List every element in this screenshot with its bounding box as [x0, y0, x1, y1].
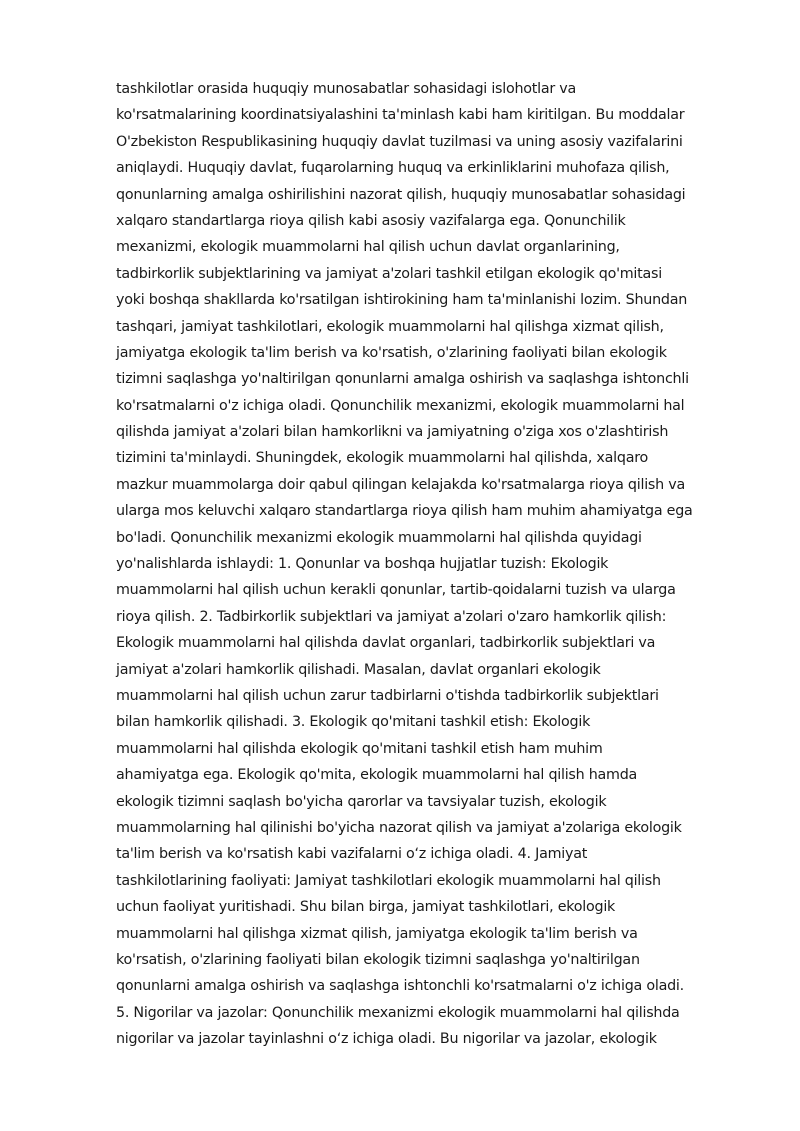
text-line: 5. Nigorilar va jazolar: Qonunchilik mexanizmi ekologik muammolarni hal qilishda: [116, 1004, 680, 1021]
text-line: tizimini ta'minlaydi. Shuningdek, ekologik muammolarni hal qilishda, xalqaro: [116, 450, 649, 467]
body-text: [116, 76, 746, 1052]
text-line: ularga mos keluvchi xalqaro standartlarga rioya qilish ham muhim ahamiyatga ega: [116, 503, 693, 520]
text-line: tashkilotlar orasida huquqiy munosabatlar sohasidagi islohotlar va: [116, 81, 577, 97]
text-line: aniqlaydi. Huquqiy davlat, fuqarolarning huquq va erkinliklarini muhofaza qilish,: [116, 160, 670, 177]
text-line: bilan hamkorlik qilishadi. 3. Ekologik qo'mitani tashkil etish: Ekologik: [116, 714, 591, 731]
text-line: qilishda jamiyat a'zolari bilan hamkorlikni va jamiyatning o'ziga xos o'zlashtirish: [116, 424, 669, 441]
text-line: qonunlarning amalga oshirilishini nazorat qilish, huquqiy munosabatlar sohasidagi: [116, 186, 686, 203]
text-line: Ekologik muammolarni hal qilishda davlat organlari, tadbirkorlik subjektlari va: [116, 635, 656, 652]
text-line: xalqaro standartlarga rioya qilish kabi asosiy vazifalarga ega. Qonunchilik: [116, 212, 626, 229]
text-line: mexanizmi, ekologik muammolarni hal qilish uchun davlat organlarining,: [116, 239, 620, 256]
text-line: yo'nalishlarda ishlaydi: 1. Qonunlar va boshqa hujjatlar tuzish: Ekologik: [116, 556, 609, 573]
text-line: ko'rsatish, o'zlarining faoliyati bilan ekologik tizimni saqlashga yo'naltirilgan: [116, 951, 640, 968]
text-line: nigorilar va jazolar tayinlashni o‘z ichiga oladi. Bu nigorilar va jazolar, ekologik: [116, 1031, 657, 1048]
text-line: jamiyat a'zolari hamkorlik qilishadi. Masalan, davlat organlari ekologik: [116, 661, 601, 678]
text-line: tadbirkorlik subjektlarining va jamiyat a'zolari tashkil etilgan ekologik qo'mitasi: [116, 265, 662, 282]
text-line: yoki boshqa shakllarda ko'rsatilgan ishtirokining ham ta'minlanishi lozim. Shundan: [116, 292, 688, 309]
text-line: uchun faoliyat yuritishadi. Shu bilan birga, jamiyat tashkilotlari, ekologik: [116, 899, 616, 916]
text-line: ko'rsatmalarni o'z ichiga oladi. Qonunchilik mexanizmi, ekologik muammolarni hal: [116, 397, 685, 414]
text-line: ekologik tizimni saqlash bo'yicha qarorlar va tavsiyalar tuzish, ekologik: [116, 793, 607, 810]
text-line: mazkur muammolarga doir qabul qilingan kelajakda ko'rsatmalarga rioya qilish va: [116, 476, 685, 493]
text-line: muammolarni hal qilish uchun zarur tadbirlarni o'tishda tadbirkorlik subjektlari: [116, 687, 659, 704]
text-line: ko'rsatmalarining koordinatsiyalashini ta'minlash kabi ham kiritilgan. Bu moddalar: [116, 107, 685, 124]
text-line: qonunlarni amalga oshirish va saqlashga ishtonchli ko'rsatmalarni o'z ichiga oladi.: [116, 978, 684, 995]
text-line: ahamiyatga ega. Ekologik qo'mita, ekologik muammolarni hal qilish hamda: [116, 767, 638, 784]
text-line: muammolarni hal qilishda ekologik qo'mitani tashkil etish ham muhim: [116, 740, 603, 757]
text-line: rioya qilish. 2. Tadbirkorlik subjektlari va jamiyat a'zolari o'zaro hamkorlik qilish:: [116, 608, 667, 625]
text-line: O'zbekiston Respublikasining huquqiy davlat tuzilmasi va uning asosiy vazifalarini: [116, 133, 683, 150]
text-line: ta'lim berish va ko'rsatish kabi vazifalarni o‘z ichiga oladi. 4. Jamiyat: [116, 846, 588, 863]
text-line: tashqari, jamiyat tashkilotlari, ekologik muammolarni hal qilishga xizmat qilish,: [116, 318, 664, 335]
text-line: muammolarning hal qilinishi bo'yicha nazorat qilish va jamiyat a'zolariga ekologik: [116, 819, 682, 836]
text-line: bo'ladi. Qonunchilik mexanizmi ekologik muammolarni hal qilishda quyidagi: [116, 529, 642, 546]
text-line: tashkilotlarining faoliyati: Jamiyat tashkilotlari ekologik muammolarni hal qilish: [116, 872, 661, 889]
text-line: tizimni saqlashga yo'naltirilgan qonunlarni amalga oshirish va saqlashga ishtonchli: [116, 371, 689, 388]
text-line: muammolarni hal qilishga xizmat qilish, jamiyatga ekologik ta'lim berish va: [116, 925, 638, 942]
text-line: jamiyatga ekologik ta'lim berish va ko'rsatish, o'zlarining faoliyati bilan ekologik: [116, 344, 667, 361]
text-line: muammolarni hal qilish uchun kerakli qonunlar, tartib-qoidalarni tuzish va ularga: [116, 582, 676, 599]
